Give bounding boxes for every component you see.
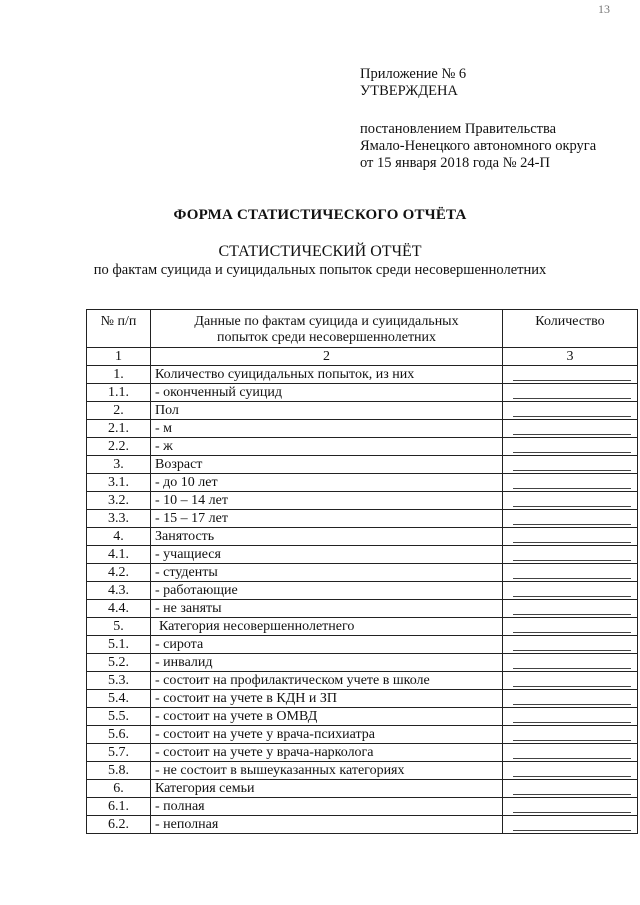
row-number: 4.3. [87, 582, 151, 600]
table-row [87, 510, 638, 528]
header-description-line2: попыток среди несовершеннолетних [216, 330, 437, 345]
row-quantity-field[interactable] [503, 582, 638, 600]
statistics-table [86, 309, 638, 834]
row-quantity-field[interactable] [503, 744, 638, 762]
row-description: - 15 – 17 лет [151, 510, 503, 528]
appendix-label: Приложение № 6 [360, 66, 467, 82]
row-description: Занятость [151, 528, 503, 546]
row-description: - не заняты [151, 600, 503, 618]
row-quantity-field[interactable] [503, 510, 638, 528]
row-description: - до 10 лет [151, 474, 503, 492]
row-number: 4.4. [87, 600, 151, 618]
table-row [87, 744, 638, 762]
decree-date-line: от 15 января 2018 года № 24-П [360, 155, 550, 171]
row-number: 2.2. [87, 438, 151, 456]
table-row [87, 816, 638, 834]
form-heading: ФОРМА СТАТИСТИЧЕСКОГО ОТЧЁТА [173, 207, 467, 223]
row-number: 2.1. [87, 420, 151, 438]
column-index-1: 1 [87, 348, 151, 366]
table-row [87, 492, 638, 510]
column-index-3: 3 [503, 348, 638, 366]
row-number: 5. [87, 618, 151, 636]
header-number: № п/п [87, 310, 151, 348]
table-row [87, 762, 638, 780]
table-row [87, 420, 638, 438]
row-description: - м [151, 420, 503, 438]
row-description: - оконченный суицид [151, 384, 503, 402]
row-quantity-field[interactable] [503, 474, 638, 492]
row-number: 5.3. [87, 672, 151, 690]
row-description: - неполная [151, 816, 503, 834]
row-description: - ж [151, 438, 503, 456]
table-row [87, 708, 638, 726]
row-quantity-field[interactable] [503, 600, 638, 618]
row-quantity-field[interactable] [503, 798, 638, 816]
row-number: 6.2. [87, 816, 151, 834]
row-description: - полная [151, 798, 503, 816]
row-number: 5.7. [87, 744, 151, 762]
row-quantity-field[interactable] [503, 456, 638, 474]
table-row [87, 456, 638, 474]
table-row [87, 528, 638, 546]
approved-label: УТВЕРЖДЕНА [360, 83, 458, 99]
header-description [151, 310, 503, 348]
row-quantity-field[interactable] [503, 690, 638, 708]
row-number: 3.2. [87, 492, 151, 510]
row-number: 3. [87, 456, 151, 474]
column-index-row [87, 348, 638, 366]
region-line: Ямало-Ненецкого автономного округа [360, 138, 597, 154]
table-row [87, 780, 638, 798]
page-number: 13 [598, 2, 610, 16]
row-number: 2. [87, 402, 151, 420]
row-description: - инвалид [151, 654, 503, 672]
table-row [87, 384, 638, 402]
table-row [87, 366, 638, 384]
table-row [87, 402, 638, 420]
row-quantity-field[interactable] [503, 636, 638, 654]
row-description: Пол [151, 402, 503, 420]
row-description: - состоит на учете у врача-психиатра [151, 726, 503, 744]
decree-line: постановлением Правительства [360, 121, 557, 137]
table-row [87, 582, 638, 600]
row-quantity-field[interactable] [503, 546, 638, 564]
row-number: 4.1. [87, 546, 151, 564]
row-number: 4. [87, 528, 151, 546]
row-number: 6. [87, 780, 151, 798]
row-number: 1. [87, 366, 151, 384]
table-row [87, 546, 638, 564]
row-number: 1.1. [87, 384, 151, 402]
header-description-line1: Данные по фактам суицида и суицидальных [194, 314, 459, 329]
row-number: 5.4. [87, 690, 151, 708]
row-quantity-field[interactable] [503, 762, 638, 780]
row-quantity-field[interactable] [503, 654, 638, 672]
row-description: - студенты [151, 564, 503, 582]
row-quantity-field[interactable] [503, 438, 638, 456]
row-number: 5.5. [87, 708, 151, 726]
row-description: - не состоит в вышеуказанных категориях [151, 762, 503, 780]
row-number: 5.1. [87, 636, 151, 654]
row-description: Категория семьи [151, 780, 503, 798]
table-row [87, 600, 638, 618]
row-description: - работающие [151, 582, 503, 600]
row-quantity-field[interactable] [503, 672, 638, 690]
table-row [87, 672, 638, 690]
row-description: - состоит на учете в КДН и ЗП [151, 690, 503, 708]
table-row [87, 564, 638, 582]
row-quantity-field[interactable] [503, 384, 638, 402]
table-row [87, 618, 638, 636]
row-number: 6.1. [87, 798, 151, 816]
table-row [87, 438, 638, 456]
row-number: 5.2. [87, 654, 151, 672]
row-quantity-field[interactable] [503, 816, 638, 834]
row-description: Количество суицидальных попыток, из них [151, 366, 503, 384]
row-number: 3.1. [87, 474, 151, 492]
row-description: - состоит на профилактическом учете в школе [151, 672, 503, 690]
row-description: Возраст [151, 456, 503, 474]
table-row [87, 636, 638, 654]
row-quantity-field[interactable] [503, 402, 638, 420]
row-description: - 10 – 14 лет [151, 492, 503, 510]
row-quantity-field[interactable] [503, 564, 638, 582]
row-description: Категория несовершеннолетнего [151, 618, 503, 636]
header-quantity: Количество [503, 310, 638, 348]
row-quantity-field[interactable] [503, 726, 638, 744]
table-row [87, 798, 638, 816]
table-row [87, 726, 638, 744]
row-description: - сирота [151, 636, 503, 654]
row-number: 5.6. [87, 726, 151, 744]
row-description: - состоит на учете у врача-нарколога [151, 744, 503, 762]
row-description: - учащиеся [151, 546, 503, 564]
row-quantity-field[interactable] [503, 492, 638, 510]
row-number: 3.3. [87, 510, 151, 528]
row-quantity-field[interactable] [503, 420, 638, 438]
row-number: 4.2. [87, 564, 151, 582]
approval-block [360, 66, 596, 172]
row-quantity-field[interactable] [503, 366, 638, 384]
table-row [87, 474, 638, 492]
row-quantity-field[interactable] [503, 708, 638, 726]
table-row [87, 654, 638, 672]
report-title: СТАТИСТИЧЕСКИЙ ОТЧЁТ [218, 243, 422, 260]
row-description: - состоит на учете в ОМВД [151, 708, 503, 726]
row-quantity-field[interactable] [503, 780, 638, 798]
table-header-row [87, 310, 638, 348]
row-quantity-field[interactable] [503, 528, 638, 546]
row-quantity-field[interactable] [503, 618, 638, 636]
column-index-2: 2 [151, 348, 503, 366]
row-number: 5.8. [87, 762, 151, 780]
report-subtitle: по фактам суицида и суицидальных попыток среди несовершеннолетних [93, 262, 547, 278]
table-row [87, 690, 638, 708]
